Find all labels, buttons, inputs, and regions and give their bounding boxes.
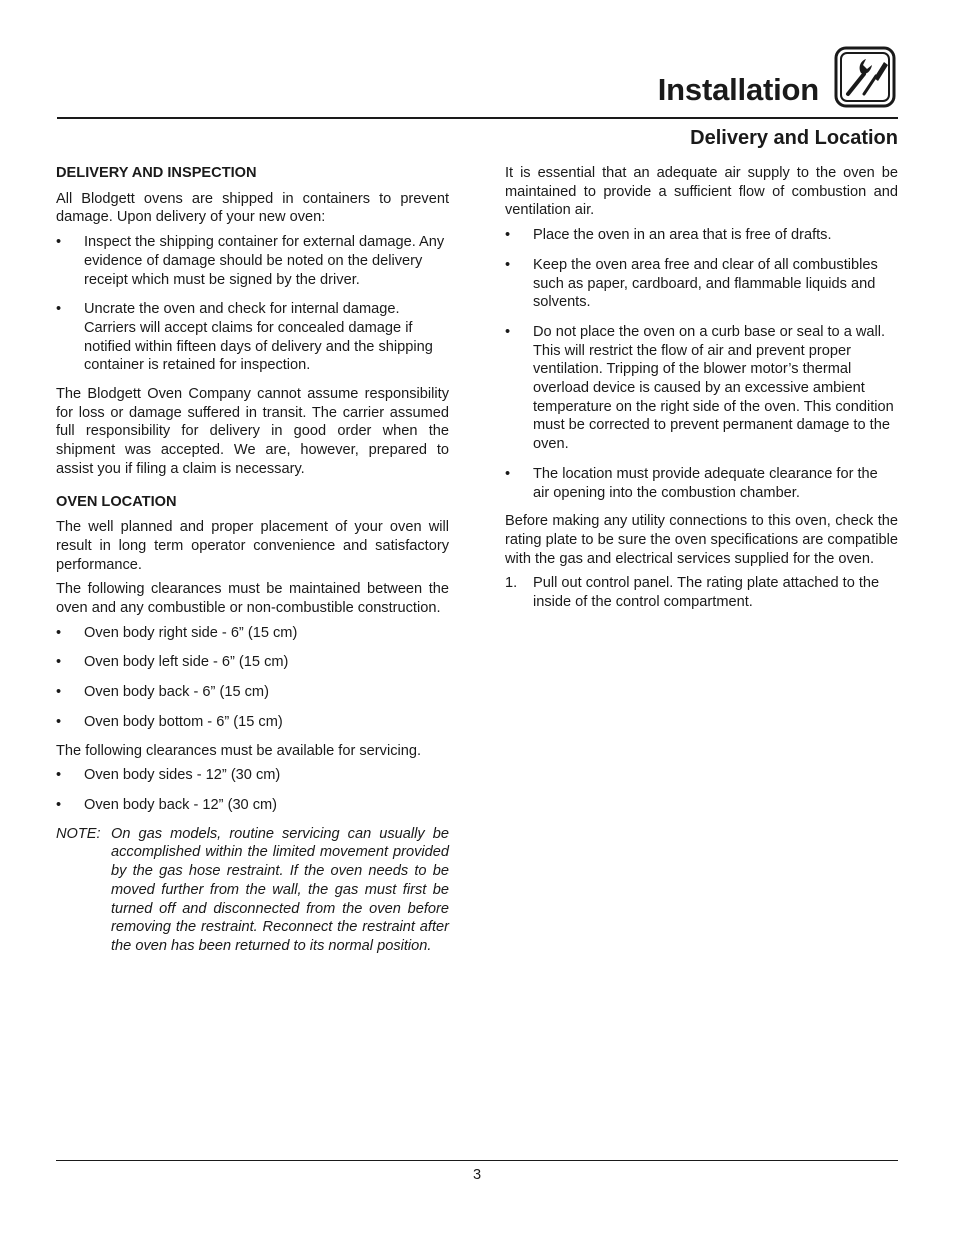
bullet-marker: • — [505, 465, 511, 482]
location-paragraph-2: The following clearances must be maintained between the oven and any combustible or non-combustible construction. — [56, 581, 449, 617]
servicing-paragraph: The following clearances must be available for servicing. — [56, 742, 422, 759]
bullet-marker: • — [56, 684, 62, 701]
list-item — [56, 683, 449, 702]
list-item-text: Oven body back - 12” (30 cm) — [84, 796, 278, 813]
step-text: Pull out control panel. The rating plate attached to the inside of the control compartment. — [533, 575, 880, 611]
delivery-heading: DELIVERY AND INSPECTION — [56, 165, 257, 181]
list-item-text: Oven body back - 6” (15 cm) — [84, 684, 269, 701]
list-item-text: Keep the oven area free and clear of all combustibles such as paper, cardboard, and flammable liquids and solvents. — [533, 256, 878, 311]
list-item-text: Place the oven in an area that is free of drafts. — [533, 227, 832, 244]
utility-paragraph: Before making any utility connections to this oven, check the rating plate to be sure the oven specifications are compatible with the gas and electrical services supplied for the oven. — [505, 513, 898, 567]
left-column — [56, 164, 449, 956]
list-item — [56, 624, 449, 643]
note-label: NOTE: — [56, 825, 101, 842]
air-bullet-list — [505, 226, 898, 502]
list-item-text: Oven body left side - 6” (15 cm) — [84, 654, 289, 671]
bullet-marker: • — [56, 796, 62, 813]
wrench-screwdriver-icon — [834, 46, 896, 108]
bullet-marker: • — [56, 767, 62, 784]
list-item — [505, 256, 898, 312]
list-item — [505, 323, 898, 454]
delivery-intro: All Blodgett ovens are shipped in containers to prevent damage. Upon delivery of your new oven: — [56, 190, 449, 226]
location-heading: OVEN LOCATION — [56, 493, 177, 510]
list-item — [56, 653, 449, 672]
delivery-bullet-list — [56, 233, 449, 375]
step-item — [505, 574, 898, 611]
bullet-marker: • — [56, 713, 62, 730]
footer-rule — [56, 1160, 898, 1161]
servicing-bullet-list — [56, 766, 449, 814]
list-item — [505, 465, 898, 502]
page-number: 3 — [472, 1167, 482, 1183]
section-title: Delivery and Location — [690, 127, 898, 149]
clearance-bullet-list — [56, 624, 449, 732]
list-item-text: Oven body bottom - 6” (15 cm) — [84, 713, 283, 730]
location-paragraph-1: The well planned and proper placement of your oven will result in long term operator convenience and satisfactory performance. — [56, 519, 449, 573]
list-item-text: Oven body sides - 12” (30 cm) — [84, 767, 281, 784]
step-number: 1. — [505, 575, 518, 592]
list-item-text: The location must provide adequate clearance for the air opening into the combustion chamber. — [533, 465, 878, 501]
bullet-marker: • — [505, 227, 511, 244]
delivery-paragraph: The Blodgett Oven Company cannot assume responsibility for loss or damage suffered in transit. The carrier assumed full responsibility for delivery in good order when the shipment was accepted. We are, however, prepared to assist you if filing a claim is necessary. — [56, 386, 449, 477]
list-item-text: Do not place the oven on a curb base or seal to a wall. This will restrict the flow of air and prevent proper ventilation. Tripping of the blower motor’s thermal overload device is caused by an excessive ambient temperature on the right side of the oven. This condition must be corrected to prevent permanent damage to the oven. — [533, 323, 894, 453]
air-supply-paragraph: It is essential that an adequate air supply to the oven be maintained to provide a sufficient flow of combustion and ventilation air. — [505, 165, 898, 219]
list-item — [505, 226, 898, 245]
list-item — [56, 300, 449, 375]
note-text: On gas models, routine servicing can usually be accomplished within the limited movement provided by the gas hose restraint. If the oven needs to be moved further from the wall, the gas must first be turned off and disconnected from the oven before removing the restraint. Reconnect the restraint after the oven has been returned to its normal position. — [111, 825, 449, 954]
header-rule — [57, 117, 898, 119]
right-column — [505, 164, 898, 612]
list-item — [56, 766, 449, 785]
bullet-marker: • — [56, 624, 62, 641]
list-item — [56, 796, 449, 815]
note-block — [56, 825, 449, 956]
list-item-text: Uncrate the oven and check for internal damage. Carriers will accept claims for concealed damage if notified within fifteen days of delivery and the shipping container is retained for inspection. — [84, 301, 433, 374]
list-item — [56, 713, 449, 732]
bullet-marker: • — [505, 323, 511, 340]
page-title: Installation — [657, 72, 819, 107]
list-item — [56, 233, 449, 289]
bullet-marker: • — [56, 301, 62, 318]
bullet-marker: • — [56, 654, 62, 671]
bullet-marker: • — [56, 234, 62, 251]
list-item-text: Oven body right side - 6” (15 cm) — [84, 624, 298, 641]
bullet-marker: • — [505, 256, 511, 273]
steps-list — [505, 574, 898, 611]
list-item-text: Inspect the shipping container for external damage. Any evidence of damage should be noted on the delivery receipt which must be signed by the driver. — [84, 234, 445, 288]
